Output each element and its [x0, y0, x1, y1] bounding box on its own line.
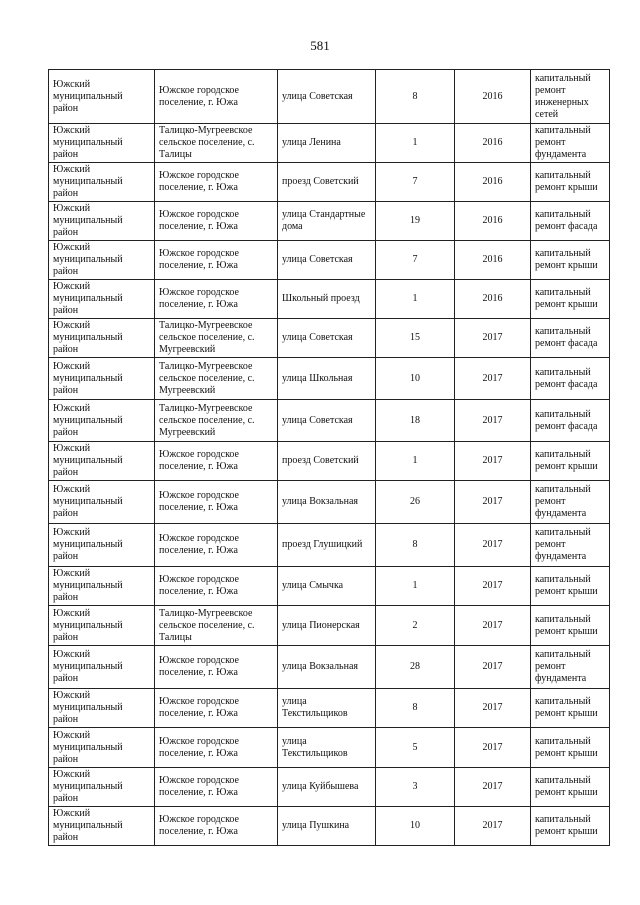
- house-number-cell: 10: [376, 358, 455, 400]
- year-cell: 2017: [455, 606, 531, 646]
- year-cell: 2017: [455, 442, 531, 481]
- settlement-cell: Талицко-Мугреевское сельское поселение, с. Талицы: [155, 124, 278, 163]
- table-row: [49, 280, 610, 319]
- work-type-cell: капитальный ремонт крыши: [531, 768, 610, 807]
- settlement-cell: Южское городское поселение, г. Южа: [155, 280, 278, 319]
- district-cell: Южский муниципальный район: [49, 768, 155, 807]
- house-number-cell: 19: [376, 202, 455, 241]
- street-cell: улица Вокзальная: [278, 646, 376, 689]
- year-cell: 2017: [455, 689, 531, 728]
- street-cell: улица Советская: [278, 241, 376, 280]
- year-cell: 2017: [455, 400, 531, 442]
- settlement-cell: Южское городское поселение, г. Южа: [155, 481, 278, 524]
- work-type-cell: капитальный ремонт крыши: [531, 606, 610, 646]
- year-cell: 2017: [455, 567, 531, 606]
- work-type-cell: капитальный ремонт фундамента: [531, 481, 610, 524]
- house-number-cell: 7: [376, 241, 455, 280]
- year-cell: 2016: [455, 202, 531, 241]
- settlement-cell: Южское городское поселение, г. Южа: [155, 567, 278, 606]
- house-number-cell: 2: [376, 606, 455, 646]
- street-cell: улица Пионерская: [278, 606, 376, 646]
- district-cell: Южский муниципальный район: [49, 606, 155, 646]
- settlement-cell: Южское городское поселение, г. Южа: [155, 163, 278, 202]
- work-type-cell: капитальный ремонт фасада: [531, 319, 610, 358]
- table-row: [49, 728, 610, 768]
- district-cell: Южский муниципальный район: [49, 524, 155, 567]
- table-row: [49, 807, 610, 846]
- settlement-cell: Южское городское поселение, г. Южа: [155, 768, 278, 807]
- table-row: [49, 606, 610, 646]
- page-number: 581: [310, 38, 330, 53]
- street-cell: улица Смычка: [278, 567, 376, 606]
- table-row: [49, 241, 610, 280]
- settlement-cell: Южское городское поселение, г. Южа: [155, 70, 278, 124]
- table-row: [49, 689, 610, 728]
- table-row: [49, 524, 610, 567]
- settlement-cell: Южское городское поселение, г. Южа: [155, 202, 278, 241]
- district-cell: Южский муниципальный район: [49, 358, 155, 400]
- work-type-cell: капитальный ремонт крыши: [531, 567, 610, 606]
- settlement-cell: Южское городское поселение, г. Южа: [155, 241, 278, 280]
- work-type-cell: капитальный ремонт фундамента: [531, 524, 610, 567]
- year-cell: 2017: [455, 481, 531, 524]
- table-body: [49, 70, 610, 846]
- street-cell: улица Советская: [278, 319, 376, 358]
- year-cell: 2017: [455, 807, 531, 846]
- district-cell: Южский муниципальный район: [49, 567, 155, 606]
- table-row: [49, 319, 610, 358]
- district-cell: Южский муниципальный район: [49, 280, 155, 319]
- table-row: [49, 646, 610, 689]
- table-row: [49, 70, 610, 124]
- district-cell: Южский муниципальный район: [49, 70, 155, 124]
- table-row: [49, 358, 610, 400]
- district-cell: Южский муниципальный район: [49, 646, 155, 689]
- year-cell: 2017: [455, 646, 531, 689]
- house-number-cell: 28: [376, 646, 455, 689]
- work-type-cell: капитальный ремонт крыши: [531, 807, 610, 846]
- table-row: [49, 442, 610, 481]
- work-type-cell: капитальный ремонт фасада: [531, 202, 610, 241]
- house-number-cell: 26: [376, 481, 455, 524]
- district-cell: Южский муниципальный район: [49, 481, 155, 524]
- house-number-cell: 10: [376, 807, 455, 846]
- work-type-cell: капитальный ремонт крыши: [531, 163, 610, 202]
- settlement-cell: Южское городское поселение, г. Южа: [155, 524, 278, 567]
- work-type-cell: капитальный ремонт фундамента: [531, 646, 610, 689]
- work-type-cell: капитальный ремонт крыши: [531, 689, 610, 728]
- district-cell: Южский муниципальный район: [49, 202, 155, 241]
- house-number-cell: 1: [376, 567, 455, 606]
- district-cell: Южский муниципальный район: [49, 689, 155, 728]
- district-cell: Южский муниципальный район: [49, 241, 155, 280]
- district-cell: Южский муниципальный район: [49, 163, 155, 202]
- street-cell: улица Текстильщиков: [278, 728, 376, 768]
- year-cell: 2016: [455, 70, 531, 124]
- house-number-cell: 1: [376, 280, 455, 319]
- work-type-cell: капитальный ремонт фундамента: [531, 124, 610, 163]
- house-number-cell: 5: [376, 728, 455, 768]
- work-type-cell: капитальный ремонт фасада: [531, 358, 610, 400]
- house-number-cell: 18: [376, 400, 455, 442]
- district-cell: Южский муниципальный район: [49, 728, 155, 768]
- house-number-cell: 8: [376, 70, 455, 124]
- repair-schedule-table: [48, 69, 610, 846]
- year-cell: 2016: [455, 241, 531, 280]
- street-cell: проезд Советский: [278, 163, 376, 202]
- district-cell: Южский муниципальный район: [49, 442, 155, 481]
- table-row: [49, 163, 610, 202]
- street-cell: Школьный проезд: [278, 280, 376, 319]
- work-type-cell: капитальный ремонт крыши: [531, 442, 610, 481]
- street-cell: улица Стандартные дома: [278, 202, 376, 241]
- district-cell: Южский муниципальный район: [49, 400, 155, 442]
- house-number-cell: 15: [376, 319, 455, 358]
- work-type-cell: капитальный ремонт крыши: [531, 241, 610, 280]
- street-cell: проезд Глушицкий: [278, 524, 376, 567]
- year-cell: 2017: [455, 358, 531, 400]
- table-row: [49, 124, 610, 163]
- year-cell: 2017: [455, 768, 531, 807]
- settlement-cell: Талицко-Мугреевское сельское поселение, с. Талицы: [155, 606, 278, 646]
- work-type-cell: капитальный ремонт крыши: [531, 280, 610, 319]
- street-cell: улица Пушкина: [278, 807, 376, 846]
- year-cell: 2016: [455, 163, 531, 202]
- year-cell: 2017: [455, 728, 531, 768]
- settlement-cell: Южское городское поселение, г. Южа: [155, 728, 278, 768]
- settlement-cell: Южское городское поселение, г. Южа: [155, 689, 278, 728]
- settlement-cell: Южское городское поселение, г. Южа: [155, 442, 278, 481]
- district-cell: Южский муниципальный район: [49, 124, 155, 163]
- street-cell: улица Советская: [278, 70, 376, 124]
- year-cell: 2016: [455, 124, 531, 163]
- table-row: [49, 567, 610, 606]
- house-number-cell: 1: [376, 124, 455, 163]
- house-number-cell: 8: [376, 689, 455, 728]
- year-cell: 2016: [455, 280, 531, 319]
- house-number-cell: 1: [376, 442, 455, 481]
- table-row: [49, 481, 610, 524]
- street-cell: улица Куйбышева: [278, 768, 376, 807]
- table-row: [49, 202, 610, 241]
- district-cell: Южский муниципальный район: [49, 807, 155, 846]
- street-cell: улица Школьная: [278, 358, 376, 400]
- street-cell: улица Ленина: [278, 124, 376, 163]
- street-cell: улица Советская: [278, 400, 376, 442]
- work-type-cell: капитальный ремонт инженерных сетей: [531, 70, 610, 124]
- street-cell: проезд Советский: [278, 442, 376, 481]
- street-cell: улица Текстильщиков: [278, 689, 376, 728]
- settlement-cell: Талицко-Мугреевское сельское поселение, с. Мугреевский: [155, 319, 278, 358]
- house-number-cell: 3: [376, 768, 455, 807]
- house-number-cell: 8: [376, 524, 455, 567]
- year-cell: 2017: [455, 319, 531, 358]
- settlement-cell: Талицко-Мугреевское сельское поселение, с. Мугреевский: [155, 358, 278, 400]
- settlement-cell: Южское городское поселение, г. Южа: [155, 807, 278, 846]
- settlement-cell: Южское городское поселение, г. Южа: [155, 646, 278, 689]
- house-number-cell: 7: [376, 163, 455, 202]
- table-row: [49, 400, 610, 442]
- table-row: [49, 768, 610, 807]
- district-cell: Южский муниципальный район: [49, 319, 155, 358]
- street-cell: улица Вокзальная: [278, 481, 376, 524]
- year-cell: 2017: [455, 524, 531, 567]
- settlement-cell: Талицко-Мугреевское сельское поселение, с. Мугреевский: [155, 400, 278, 442]
- work-type-cell: капитальный ремонт фасада: [531, 400, 610, 442]
- work-type-cell: капитальный ремонт крыши: [531, 728, 610, 768]
